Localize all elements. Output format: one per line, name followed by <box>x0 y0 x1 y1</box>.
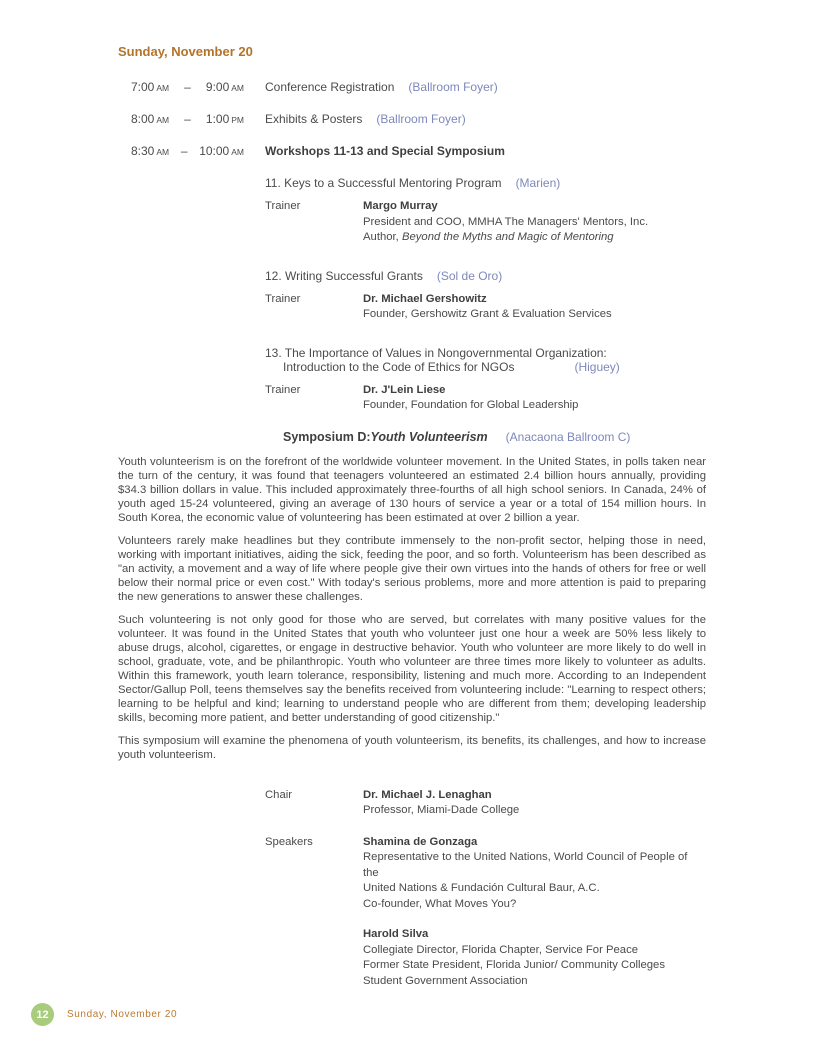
workshop-title: 13. The Importance of Values in Nongovernmental Organization: Introduction to the Code of Ethics for NGOs (Higuey) <box>265 345 620 374</box>
trainer-row <box>265 199 706 246</box>
speakers-row <box>265 835 706 990</box>
trainer-role: Founder, Foundation for Global Leadership <box>363 399 579 411</box>
schedule-row <box>118 144 706 158</box>
start-time: 7:00 AM <box>131 80 170 94</box>
end-time: 1:00 PM <box>205 112 244 126</box>
trainer-row <box>265 292 706 323</box>
symposium-paragraph: Youth volunteerism is on the forefront of the worldwide volunteer movement. In the United States, in polls taken near the turn of the century, it was found that teenagers volunteered an estimated 2.4 billion hours annually, providing $34.3 billion dollars in value. This included approximately three-fourths of all high school seniors. In Canada, 24% of youth aged 15-24 volunteered, giving an average of 130 hours of service a year or a total of 154 million hours. In South Korea, the economic value of volunteering has been estimated at over 2 billion a year. <box>118 455 706 524</box>
symposium-paragraph: This symposium will examine the phenomena of youth volunteerism, its benefits, its challenges, and how to increase youth volunteerism. <box>118 734 706 761</box>
trainer-label: Trainer <box>265 292 301 305</box>
event-location: (Ballroom Foyer) <box>376 112 466 126</box>
symposium-heading <box>265 430 706 444</box>
event-location: (Ballroom Foyer) <box>408 80 498 94</box>
page-number-badge: 12 <box>31 1003 54 1026</box>
event-title: Workshops 11-13 and Special Symposium <box>265 144 505 158</box>
trainer-name: Dr. Michael Gershowitz <box>363 292 487 305</box>
schedule-row <box>118 112 706 126</box>
event-title: Exhibits & Posters <box>265 112 363 126</box>
speaker-name: Shamina de Gonzaga <box>363 835 478 848</box>
time-range <box>131 80 244 94</box>
symposium-title: Youth Volunteerism <box>370 429 488 444</box>
end-time: 9:00 AM <box>205 80 244 94</box>
speaker-role: Student Government Association <box>363 974 528 987</box>
speaker-role: Representative to the United Nations, World Council of People of the <box>363 851 688 879</box>
time-dash: – <box>180 144 188 158</box>
footer-date: Sunday, November 20 <box>67 1009 178 1020</box>
time-dash: – <box>184 80 191 94</box>
symposium-label: Symposium D: <box>283 429 371 444</box>
trainer-name: Margo Murray <box>363 200 438 212</box>
end-time: 10:00 AM <box>199 144 244 158</box>
trainer-role: President and COO, MMHA The Managers' Mentors, Inc. <box>363 215 649 228</box>
time-range <box>131 144 244 158</box>
symposium-paragraph: Volunteers rarely make headlines but they contribute immensely to the non-profit sector, helping those in need, working with important initiatives, aiding the sick, feeding the poor, and so forth. Volunteerism has been described as "an activity, a movement and a way of life where people give their own virtues into the hands of others for free or well below their normal price or even cost." With today's serious problems, more and more attention is paid to preparing the new generations to answer these challenges. <box>118 534 706 603</box>
start-time: 8:30 AM <box>131 144 170 158</box>
workshop-location: (Higuey) <box>574 359 620 374</box>
trainer-role: Author, Beyond the Myths and Magic of Mentoring <box>363 231 614 243</box>
time-dash: – <box>184 112 191 126</box>
workshop-title: 11. Keys to a Successful Mentoring Program (Marien) <box>265 176 561 190</box>
date-header: Sunday, November 20 <box>118 44 253 59</box>
workshop-location: (Marien) <box>515 176 561 190</box>
page-footer <box>31 1003 177 1026</box>
trainer-row <box>265 383 706 414</box>
trainer-label: Trainer <box>265 383 301 396</box>
chair-row <box>265 788 706 819</box>
speaker-name: Harold Silva <box>363 928 429 940</box>
book-title: Beyond the Myths and Magic of Mentoring <box>401 231 614 243</box>
chair-role: Professor, Miami-Dade College <box>363 804 520 816</box>
speaker-role: United Nations & Fundación Cultural Baur, A.C. <box>363 882 600 894</box>
symposium-location: (Anacaona Ballroom C) <box>505 429 631 444</box>
trainer-role: Founder, Gershowitz Grant & Evaluation Services <box>363 308 612 320</box>
speaker-role: Former State President, Florida Junior/ Community Colleges <box>363 959 665 971</box>
chair-name: Dr. Michael J. Lenaghan <box>363 788 492 801</box>
speaker-role: Collegiate Director, Florida Chapter, Service For Peace <box>363 943 639 956</box>
trainer-name: Dr. J'Lein Liese <box>363 383 446 396</box>
symposium-paragraph: Such volunteering is not only good for those who are served, but correlates with many positive values for the volunteer. It was found in the United States that youth who volunteer just one hour a week are 50% less likely to abuse drugs, alcohol, cigarettes, or engage in destructive behavior. Youth who volunteer are more likely to do well in school, graduate, vote, and be philanthropic. Youth who volunteer are three times more likely to volunteer as adults. Within this framework, youth learn tolerance, responsibility, listening and much more. According to an Independent Sector/Gallup Poll, teens themselves say the benefits received from volunteering include: "Learning to respect others; learning to be helpful and kind; learning to understand people who are different from them; developing leadership skills, becoming more patient, and better understanding of good citizenship." <box>118 613 706 724</box>
chair-label: Chair <box>265 788 292 801</box>
start-time: 8:00 AM <box>131 112 170 126</box>
workshop-location: (Sol de Oro) <box>436 268 503 283</box>
speakers-label: Speakers <box>265 835 313 848</box>
time-range <box>131 112 244 126</box>
trainer-label: Trainer <box>265 200 301 212</box>
event-title: Conference Registration <box>265 80 395 94</box>
speaker-role: Co-founder, What Moves You? <box>363 897 517 910</box>
workshop-title: 12. Writing Successful Grants (Sol de Oro) <box>265 268 503 283</box>
schedule-row <box>118 80 706 94</box>
